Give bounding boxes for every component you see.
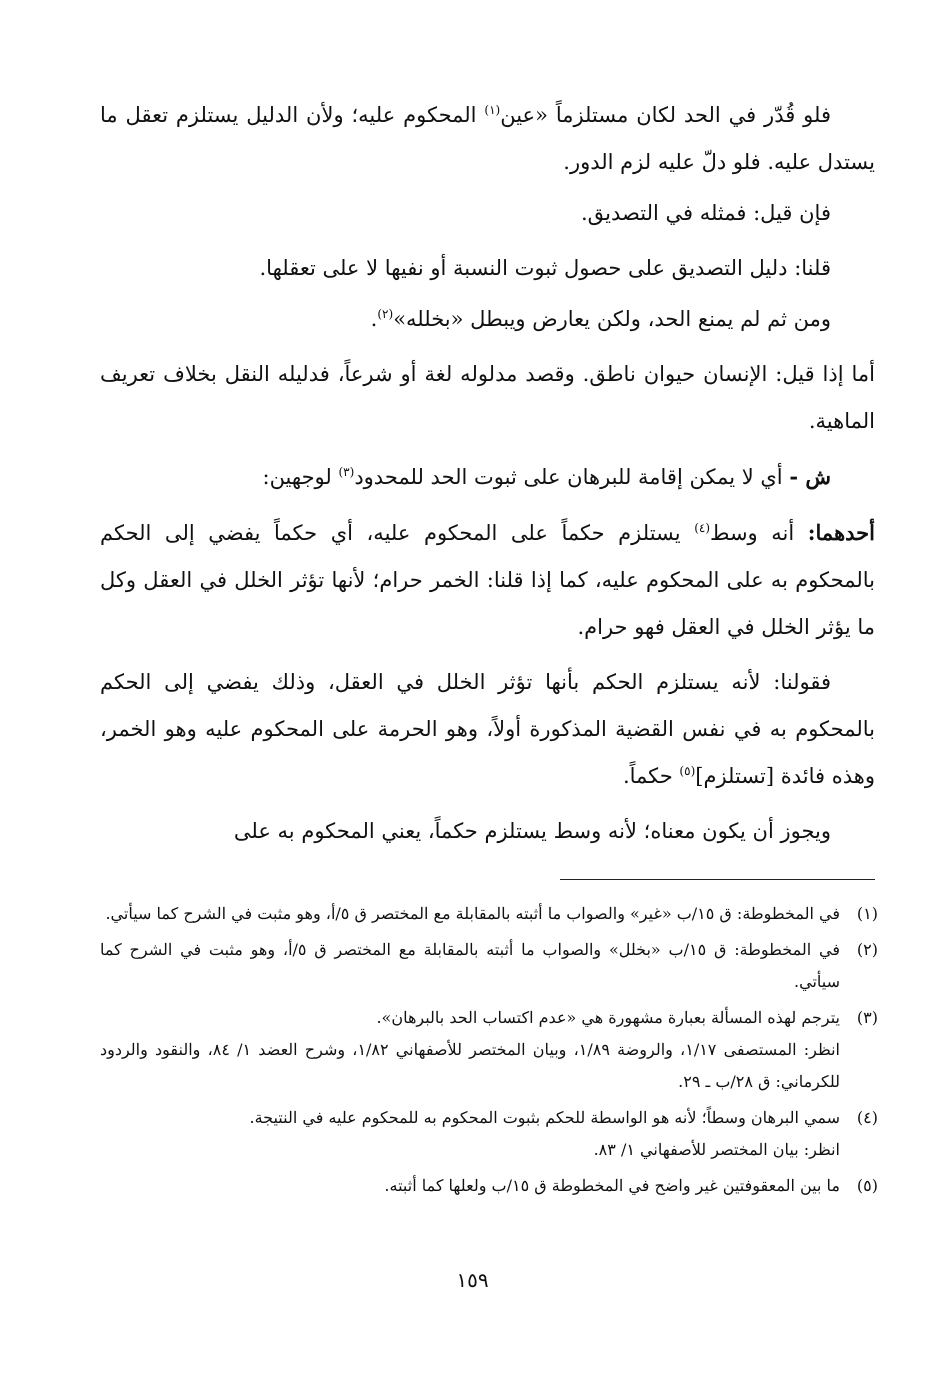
footnote-5 (100, 1170, 878, 1202)
paragraph-7: أحدهما: أنه وسط$^{(٤)}$ يستلزم حكماً على المحكوم عليه، أي حكماً يفضي إلى الحكم بالمحكوم به على المحكوم عليه، كما إذا قلنا: الخمر حرام؛ لأنها تؤثر الخلل في العقل وكل ما يؤثر الخلل في العقل فهو حرام. (100, 520, 875, 639)
footnote-text: سمي البرهان وسطاً؛ لأنه هو الواسطة للحكم بثبوت المحكوم به للمحكوم عليه في النتيجة. انظر: بيان المختصر للأصفهاني ١/ ٨٣. (249, 1108, 840, 1159)
paragraph-3: قلنا: دليل التصديق على حصول ثبوت النسبة أو نفيها لا على تعقلها. (259, 256, 831, 280)
footnote-number: (٥) (856, 1176, 878, 1195)
footnote-ref-5[interactable]: (٥) (679, 764, 696, 778)
footnote-ref-3[interactable]: (٣) (338, 465, 355, 479)
footnote-ref-1[interactable]: (١) (484, 103, 501, 117)
footnotes (100, 898, 878, 1206)
footnote-text: ما بين المعقوفتين غير واضح في المخطوطة ق ١٥/ب ولعلها كما أثبته. (384, 1176, 840, 1195)
page-number: ١٥٩ (456, 1268, 489, 1292)
lead-word: ش - (789, 464, 831, 489)
paragraph-1: فلو قُدّر في الحد لكان مستلزماً «عين$^{(١)}$ المحكوم عليه؛ ولأن الدليل يستلزم تعقل ما يستدل عليه. فلو دلّ عليه لزم الدور. (100, 103, 875, 174)
footnote-3 (100, 1002, 878, 1098)
footnote-text: في المخطوطة: ق ١٥/ب «بخلل» والصواب ما أثبته بالمقابلة مع المختصر ق ٥/أ، وهو مثبت في الشرح كما سيأتي. (100, 940, 840, 991)
paragraph-8: فقولنا: لأنه يستلزم الحكم بأنها تؤثر الخلل في العقل، وذلك يفضي إلى الحكم بالمحكوم به في نفس القضية المذكورة أولاً، وهو الحرمة على المحكوم عليه وهو الخمر، وهذه فائدة [تستلزم]$^{(٥)}$ حكماً. (100, 670, 875, 788)
footnote-number: (٢) (856, 940, 878, 959)
footnote-4 (100, 1102, 878, 1166)
footnote-separator (560, 879, 875, 880)
footnote-text: في المخطوطة: ق ١٥/ب «غير» والصواب ما أثبته بالمقابلة مع المختصر ق ٥/أ، وهو مثبت في الشرح كما سيأتي. (105, 904, 840, 923)
footnote-1 (100, 898, 878, 930)
paragraph-9: ويجوز أن يكون معناه؛ لأنه وسط يستلزم حكماً، يعني المحكوم به على (233, 819, 831, 843)
main-text (100, 92, 875, 863)
lead-word: أحدهما: (807, 520, 875, 545)
footnote-number: (١) (856, 904, 878, 923)
footnote-text: يترجم لهذه المسألة بعبارة مشهورة هي «عدم اكتساب الحد بالبرهان». انظر: المستصفى ١/١٧، والروضة ١/٨٩، وبيان المختصر للأصفهاني ١/٨٢، وشرح العضد ١/ ٨٤، والنقود والردود للكرماني: ق ٢٨/ب ـ ٢٩. (100, 1008, 840, 1091)
footnote-number: (٣) (856, 1008, 878, 1027)
footnote-2 (100, 934, 878, 998)
paragraph-2: فإن قيل: فمثله في التصديق. (580, 201, 831, 225)
paragraph-4: ومن ثم لم يمنع الحد، ولكن يعارض ويبطل «بخلله»$^{(٢)}$. (370, 307, 831, 331)
paragraph-5: أما إذا قيل: الإنسان حيوان ناطق. وقصد مدلوله لغة أو شرعاً، فدليله النقل بخلاف تعريف الماهية. (100, 362, 875, 433)
footnote-ref-4[interactable]: (٤) (694, 521, 711, 535)
footnote-number: (٤) (856, 1108, 878, 1127)
footnote-ref-2[interactable]: (٢) (377, 307, 394, 321)
paragraph-6: ش - أي لا يمكن إقامة للبرهان على ثبوت الحد للمحدود$^{(٣)}$ لوجهين: (262, 464, 831, 489)
